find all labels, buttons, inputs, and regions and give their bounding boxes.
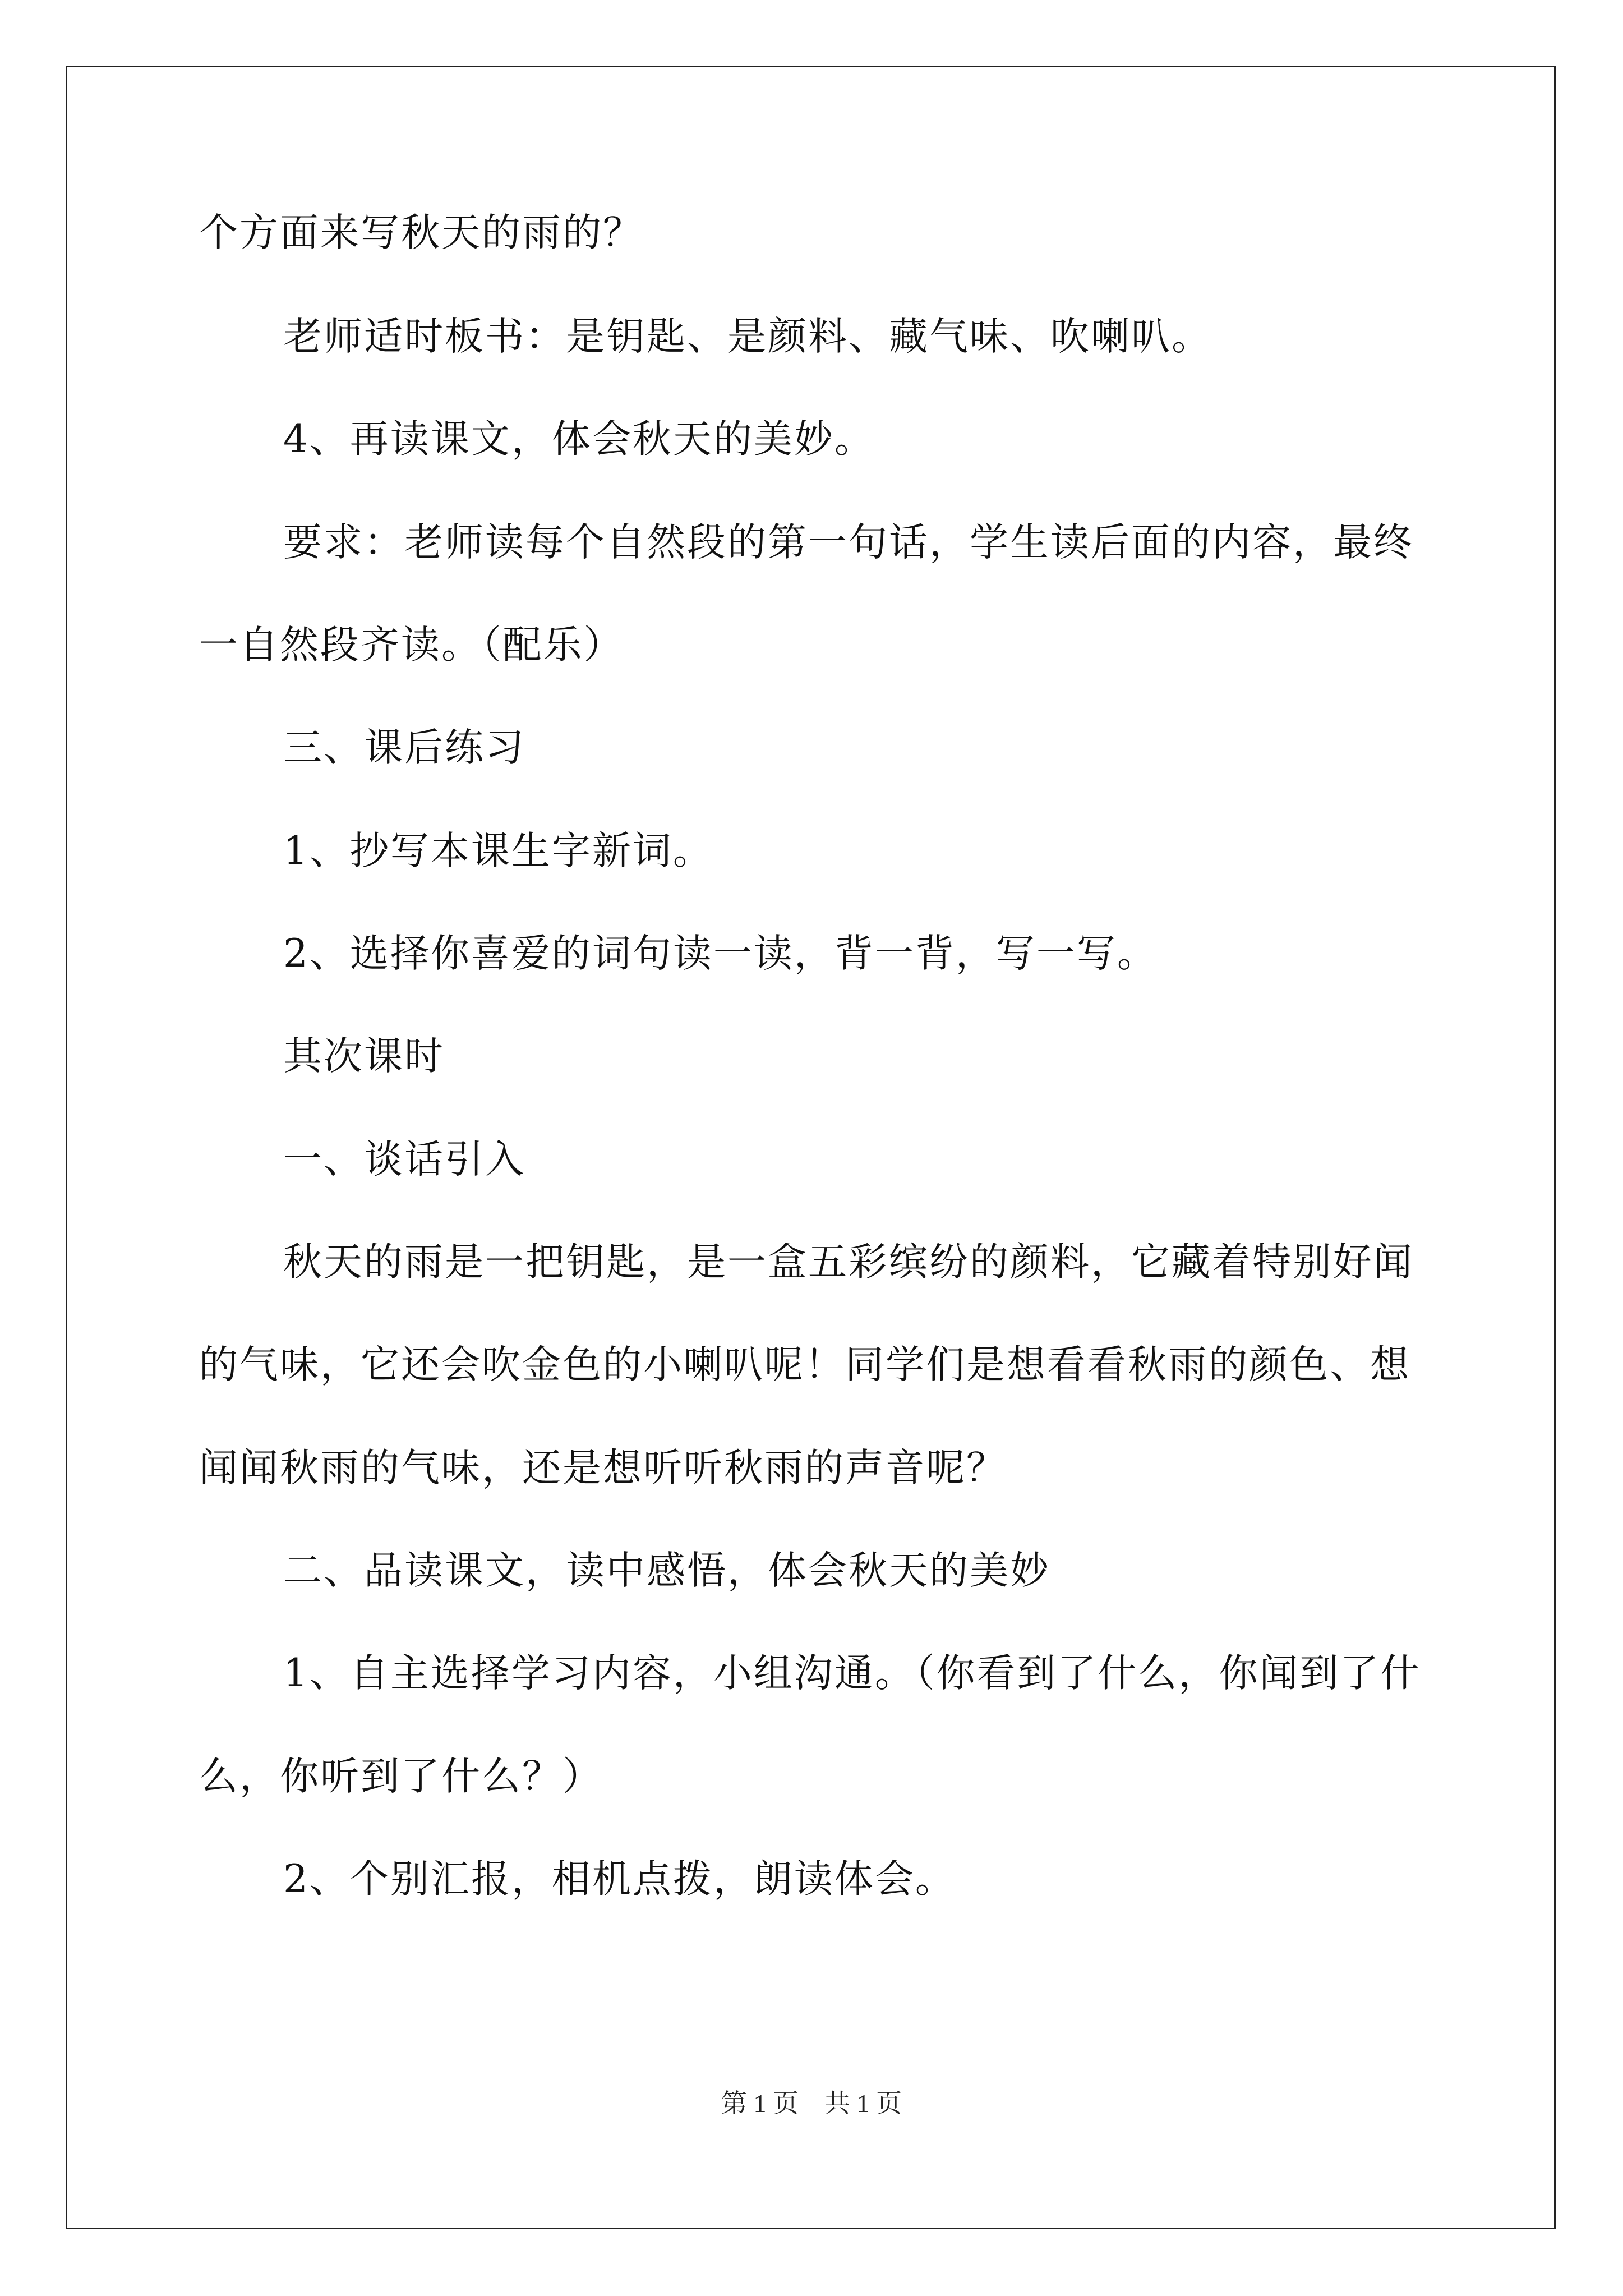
text-line: 1、自主选择学习内容，小组沟通。（你看到了什么，你闻到了什 xyxy=(283,1651,1421,1696)
page-footer xyxy=(0,2088,1623,2119)
section-heading: 一、谈话引入 xyxy=(283,1137,525,1182)
page-number: 第 1 页 xyxy=(721,2089,799,2118)
page-total: 共 1 页 xyxy=(824,2089,902,2118)
text-line: 2、选择你喜爱的词句读一读，背一背，写一写。 xyxy=(283,931,1158,976)
text-line: 闻闻秋雨的气味，还是想听听秋雨的声音呢？ xyxy=(199,1446,1007,1490)
text-line: 要求：老师读每个自然段的第一句话，学生读后面的内容，最终 xyxy=(283,520,1414,565)
section-heading: 其次课时 xyxy=(283,1034,445,1079)
text-line: 1、抄写本课生字新词。 xyxy=(283,829,713,873)
text-line: 个方面来写秋天的雨的？ xyxy=(199,210,643,255)
section-heading: 二、品读课文，读中感悟，体会秋天的美妙 xyxy=(283,1548,1050,1593)
text-line: 老师适时板书：是钥匙、是颜料、藏气味、吹喇叭。 xyxy=(283,314,1212,359)
text-line: 的气味，它还会吹金色的小喇叭呢！同学们是想看看秋雨的颜色、想 xyxy=(199,1342,1410,1387)
text-line: 2、个别汇报，相机点拨，朗读体会。 xyxy=(283,1857,956,1902)
section-heading: 三、课后练习 xyxy=(283,725,525,770)
text-line: 么，你听到了什么？） xyxy=(199,1754,603,1799)
text-line: 秋天的雨是一把钥匙，是一盒五彩缤纷的颜料，它藏着特别好闻 xyxy=(283,1240,1414,1285)
text-line: 4、再读课文，体会秋天的美妙。 xyxy=(283,417,875,462)
text-line: 一自然段齐读。（配乐） xyxy=(199,623,624,668)
